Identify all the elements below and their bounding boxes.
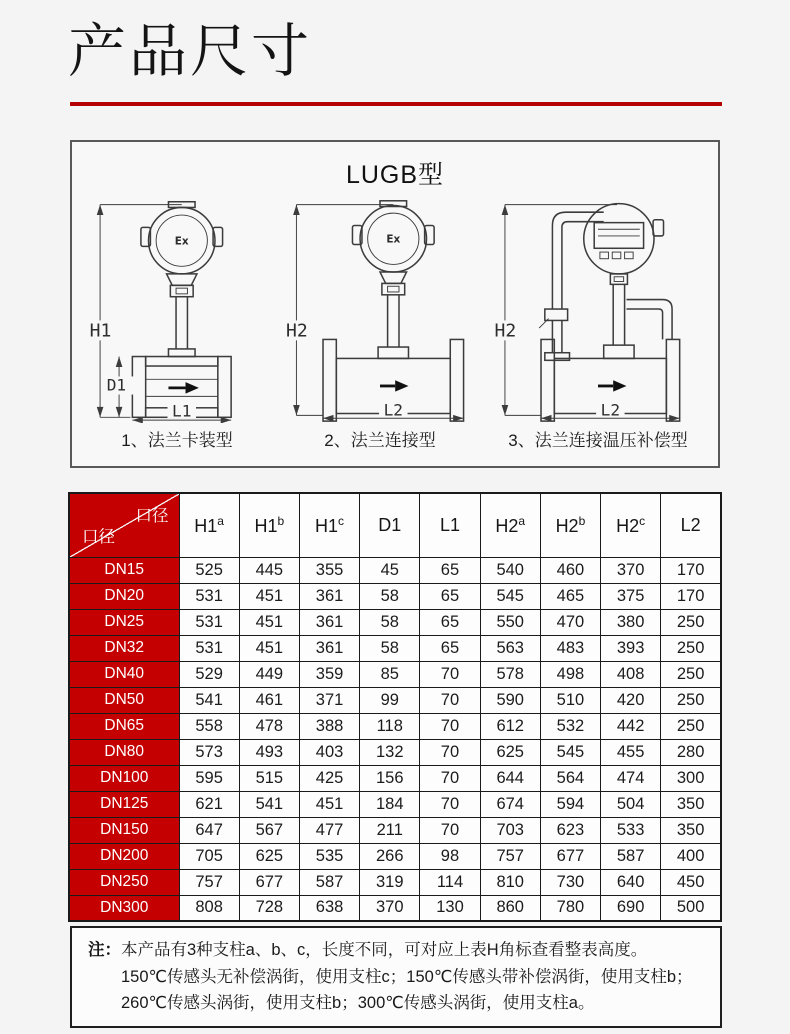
note-line-3: 260℃传感头涡街，使用支柱b；300℃传感头涡街，使用支柱a。 bbox=[121, 994, 595, 1013]
value-cell: 211 bbox=[360, 817, 420, 843]
value-cell: 370 bbox=[360, 895, 420, 921]
value-cell: 535 bbox=[299, 843, 359, 869]
value-cell: 545 bbox=[540, 739, 600, 765]
diagram-panel bbox=[70, 140, 720, 468]
column-header-h2b: H2$^b$ bbox=[540, 493, 600, 557]
value-cell: 623 bbox=[540, 817, 600, 843]
ex-marking-label: Ex bbox=[386, 233, 401, 246]
value-cell: 370 bbox=[601, 557, 661, 583]
value-cell: 118 bbox=[360, 713, 420, 739]
row-header-dn15: DN15 bbox=[69, 557, 179, 583]
value-cell: 442 bbox=[601, 713, 661, 739]
value-cell: 393 bbox=[601, 635, 661, 661]
model-title: LUGB型 bbox=[345, 161, 445, 189]
value-cell: 531 bbox=[179, 635, 239, 661]
column-header-h2a: H2$^a$ bbox=[480, 493, 540, 557]
value-cell: 359 bbox=[299, 661, 359, 687]
value-cell: 504 bbox=[601, 791, 661, 817]
column-header-l1: L1 bbox=[420, 493, 480, 557]
value-cell: 250 bbox=[661, 713, 721, 739]
value-cell: 498 bbox=[540, 661, 600, 687]
value-cell: 70 bbox=[420, 661, 480, 687]
dim-label-h2: H2 bbox=[285, 320, 308, 342]
value-cell: 403 bbox=[299, 739, 359, 765]
row-header-dn32: DN32 bbox=[69, 635, 179, 661]
corner-cell bbox=[69, 493, 179, 557]
value-cell: 114 bbox=[420, 869, 480, 895]
value-cell: 451 bbox=[299, 791, 359, 817]
value-cell: 461 bbox=[239, 687, 299, 713]
value-cell: 545 bbox=[480, 583, 540, 609]
page-title: 产品尺寸 bbox=[68, 19, 313, 84]
value-cell: 531 bbox=[179, 609, 239, 635]
value-cell: 541 bbox=[239, 791, 299, 817]
table-row bbox=[69, 557, 721, 583]
compensated-flowmeter-drawing bbox=[492, 197, 704, 423]
value-cell: 371 bbox=[299, 687, 359, 713]
column-header-d1: D1 bbox=[360, 493, 420, 557]
wafer-flowmeter-drawing bbox=[86, 197, 268, 423]
value-cell: 350 bbox=[661, 791, 721, 817]
value-cell: 400 bbox=[661, 843, 721, 869]
value-cell: 677 bbox=[540, 843, 600, 869]
value-cell: 70 bbox=[420, 791, 480, 817]
table-row bbox=[69, 583, 721, 609]
value-cell: 594 bbox=[540, 791, 600, 817]
value-cell: 65 bbox=[420, 583, 480, 609]
value-cell: 250 bbox=[661, 635, 721, 661]
value-cell: 361 bbox=[299, 609, 359, 635]
value-cell: 45 bbox=[360, 557, 420, 583]
diagram-flange-connection-type bbox=[284, 197, 476, 451]
row-header-dn20: DN20 bbox=[69, 583, 179, 609]
row-header-dn125: DN125 bbox=[69, 791, 179, 817]
dim-label-d1: D1 bbox=[106, 375, 127, 395]
diagram-flange-wafer-type bbox=[86, 197, 268, 451]
value-cell: 550 bbox=[480, 609, 540, 635]
column-header-h1c: H1$^c$ bbox=[299, 493, 359, 557]
value-cell: 132 bbox=[360, 739, 420, 765]
row-header-dn250: DN250 bbox=[69, 869, 179, 895]
column-header-h1b: H1$^b$ bbox=[239, 493, 299, 557]
value-cell: 70 bbox=[420, 765, 480, 791]
row-header-dn50: DN50 bbox=[69, 687, 179, 713]
value-cell: 625 bbox=[239, 843, 299, 869]
column-header-l2: L2 bbox=[661, 493, 721, 557]
value-cell: 563 bbox=[480, 635, 540, 661]
value-cell: 567 bbox=[239, 817, 299, 843]
value-cell: 578 bbox=[480, 661, 540, 687]
value-cell: 266 bbox=[360, 843, 420, 869]
table-row bbox=[69, 817, 721, 843]
value-cell: 445 bbox=[239, 557, 299, 583]
value-cell: 540 bbox=[480, 557, 540, 583]
value-cell: 558 bbox=[179, 713, 239, 739]
note-label: 注： bbox=[88, 941, 121, 959]
value-cell: 564 bbox=[540, 765, 600, 791]
value-cell: 478 bbox=[239, 713, 299, 739]
value-cell: 483 bbox=[540, 635, 600, 661]
value-cell: 703 bbox=[480, 817, 540, 843]
value-cell: 465 bbox=[540, 583, 600, 609]
value-cell: 757 bbox=[480, 843, 540, 869]
value-cell: 350 bbox=[661, 817, 721, 843]
flanged-flowmeter-drawing bbox=[284, 197, 476, 423]
value-cell: 510 bbox=[540, 687, 600, 713]
value-cell: 380 bbox=[601, 609, 661, 635]
value-cell: 780 bbox=[540, 895, 600, 921]
dim-label-h1: H1 bbox=[89, 320, 112, 342]
value-cell: 184 bbox=[360, 791, 420, 817]
value-cell: 705 bbox=[179, 843, 239, 869]
note-line-1: 本产品有3种支柱a、b、c，长度不同，可对应上表H角标查看整表高度。 bbox=[121, 941, 648, 959]
value-cell: 70 bbox=[420, 687, 480, 713]
value-cell: 85 bbox=[360, 661, 420, 687]
value-cell: 533 bbox=[601, 817, 661, 843]
value-cell: 130 bbox=[420, 895, 480, 921]
value-cell: 531 bbox=[179, 583, 239, 609]
row-header-dn100: DN100 bbox=[69, 765, 179, 791]
value-cell: 58 bbox=[360, 609, 420, 635]
value-cell: 638 bbox=[299, 895, 359, 921]
table-row bbox=[69, 765, 721, 791]
row-header-dn40: DN40 bbox=[69, 661, 179, 687]
value-cell: 170 bbox=[661, 557, 721, 583]
table-row bbox=[69, 713, 721, 739]
value-cell: 612 bbox=[480, 713, 540, 739]
value-cell: 640 bbox=[601, 869, 661, 895]
value-cell: 98 bbox=[420, 843, 480, 869]
value-cell: 590 bbox=[480, 687, 540, 713]
table-row bbox=[69, 609, 721, 635]
dimensions-table bbox=[68, 492, 722, 922]
value-cell: 319 bbox=[360, 869, 420, 895]
corner-label-bottom: 口径 bbox=[82, 527, 115, 546]
diagram-caption-2: 2、法兰连接型 bbox=[324, 431, 436, 450]
value-cell: 455 bbox=[601, 739, 661, 765]
table-row bbox=[69, 791, 721, 817]
value-cell: 460 bbox=[540, 557, 600, 583]
value-cell: 375 bbox=[601, 583, 661, 609]
value-cell: 674 bbox=[480, 791, 540, 817]
value-cell: 451 bbox=[239, 635, 299, 661]
table-row bbox=[69, 661, 721, 687]
diagram-caption-1: 1、法兰卡装型 bbox=[121, 431, 233, 450]
column-header-h2c: H2$^c$ bbox=[601, 493, 661, 557]
table-header-row bbox=[69, 493, 721, 557]
diagram-caption-3: 3、法兰连接温压补偿型 bbox=[508, 431, 688, 450]
value-cell: 595 bbox=[179, 765, 239, 791]
value-cell: 280 bbox=[661, 739, 721, 765]
dim-label-l2: L2 bbox=[600, 400, 621, 420]
value-cell: 474 bbox=[601, 765, 661, 791]
value-cell: 470 bbox=[540, 609, 600, 635]
table-row bbox=[69, 635, 721, 661]
column-header-h1a: H1$^a$ bbox=[179, 493, 239, 557]
value-cell: 58 bbox=[360, 635, 420, 661]
value-cell: 361 bbox=[299, 583, 359, 609]
table-row bbox=[69, 869, 721, 895]
value-cell: 425 bbox=[299, 765, 359, 791]
value-cell: 58 bbox=[360, 583, 420, 609]
value-cell: 587 bbox=[601, 843, 661, 869]
value-cell: 65 bbox=[420, 635, 480, 661]
value-cell: 477 bbox=[299, 817, 359, 843]
table-row bbox=[69, 687, 721, 713]
value-cell: 99 bbox=[360, 687, 420, 713]
value-cell: 728 bbox=[239, 895, 299, 921]
ex-marking-label: Ex bbox=[174, 235, 189, 248]
note-lines bbox=[121, 937, 693, 1017]
value-cell: 250 bbox=[661, 661, 721, 687]
value-cell: 532 bbox=[540, 713, 600, 739]
value-cell: 70 bbox=[420, 817, 480, 843]
value-cell: 757 bbox=[179, 869, 239, 895]
value-cell: 525 bbox=[179, 557, 239, 583]
value-cell: 451 bbox=[239, 583, 299, 609]
value-cell: 573 bbox=[179, 739, 239, 765]
value-cell: 493 bbox=[239, 739, 299, 765]
table-row bbox=[69, 739, 721, 765]
value-cell: 170 bbox=[661, 583, 721, 609]
row-header-dn80: DN80 bbox=[69, 739, 179, 765]
value-cell: 65 bbox=[420, 609, 480, 635]
value-cell: 808 bbox=[179, 895, 239, 921]
value-cell: 860 bbox=[480, 895, 540, 921]
value-cell: 420 bbox=[601, 687, 661, 713]
note-line-2: 150℃传感头无补偿涡街，使用支柱c；150℃传感头带补偿涡街，使用支柱b； bbox=[121, 967, 693, 986]
value-cell: 156 bbox=[360, 765, 420, 791]
value-cell: 810 bbox=[480, 869, 540, 895]
table-row bbox=[69, 843, 721, 869]
dim-label-l2: L2 bbox=[383, 400, 404, 420]
diagram-temp-pressure-compensation-type bbox=[492, 197, 704, 451]
value-cell: 450 bbox=[661, 869, 721, 895]
value-cell: 250 bbox=[661, 609, 721, 635]
value-cell: 500 bbox=[661, 895, 721, 921]
value-cell: 690 bbox=[601, 895, 661, 921]
corner-label-top: 口径 bbox=[135, 507, 169, 525]
value-cell: 361 bbox=[299, 635, 359, 661]
table-row bbox=[69, 895, 721, 921]
value-cell: 587 bbox=[299, 869, 359, 895]
row-header-dn150: DN150 bbox=[69, 817, 179, 843]
value-cell: 644 bbox=[480, 765, 540, 791]
diagrams-row bbox=[72, 191, 718, 451]
value-cell: 621 bbox=[179, 791, 239, 817]
value-cell: 449 bbox=[239, 661, 299, 687]
title-underline bbox=[70, 102, 722, 106]
row-header-dn300: DN300 bbox=[69, 895, 179, 921]
value-cell: 515 bbox=[239, 765, 299, 791]
value-cell: 70 bbox=[420, 713, 480, 739]
row-header-dn25: DN25 bbox=[69, 609, 179, 635]
value-cell: 647 bbox=[179, 817, 239, 843]
note-box bbox=[70, 926, 722, 1028]
value-cell: 677 bbox=[239, 869, 299, 895]
value-cell: 388 bbox=[299, 713, 359, 739]
value-cell: 730 bbox=[540, 869, 600, 895]
value-cell: 300 bbox=[661, 765, 721, 791]
value-cell: 625 bbox=[480, 739, 540, 765]
value-cell: 355 bbox=[299, 557, 359, 583]
value-cell: 529 bbox=[179, 661, 239, 687]
value-cell: 451 bbox=[239, 609, 299, 635]
dim-label-l1: L1 bbox=[172, 401, 192, 421]
value-cell: 65 bbox=[420, 557, 480, 583]
row-header-dn200: DN200 bbox=[69, 843, 179, 869]
value-cell: 70 bbox=[420, 739, 480, 765]
value-cell: 408 bbox=[601, 661, 661, 687]
dim-label-h2: H2 bbox=[494, 320, 517, 342]
value-cell: 250 bbox=[661, 687, 721, 713]
row-header-dn65: DN65 bbox=[69, 713, 179, 739]
value-cell: 541 bbox=[179, 687, 239, 713]
